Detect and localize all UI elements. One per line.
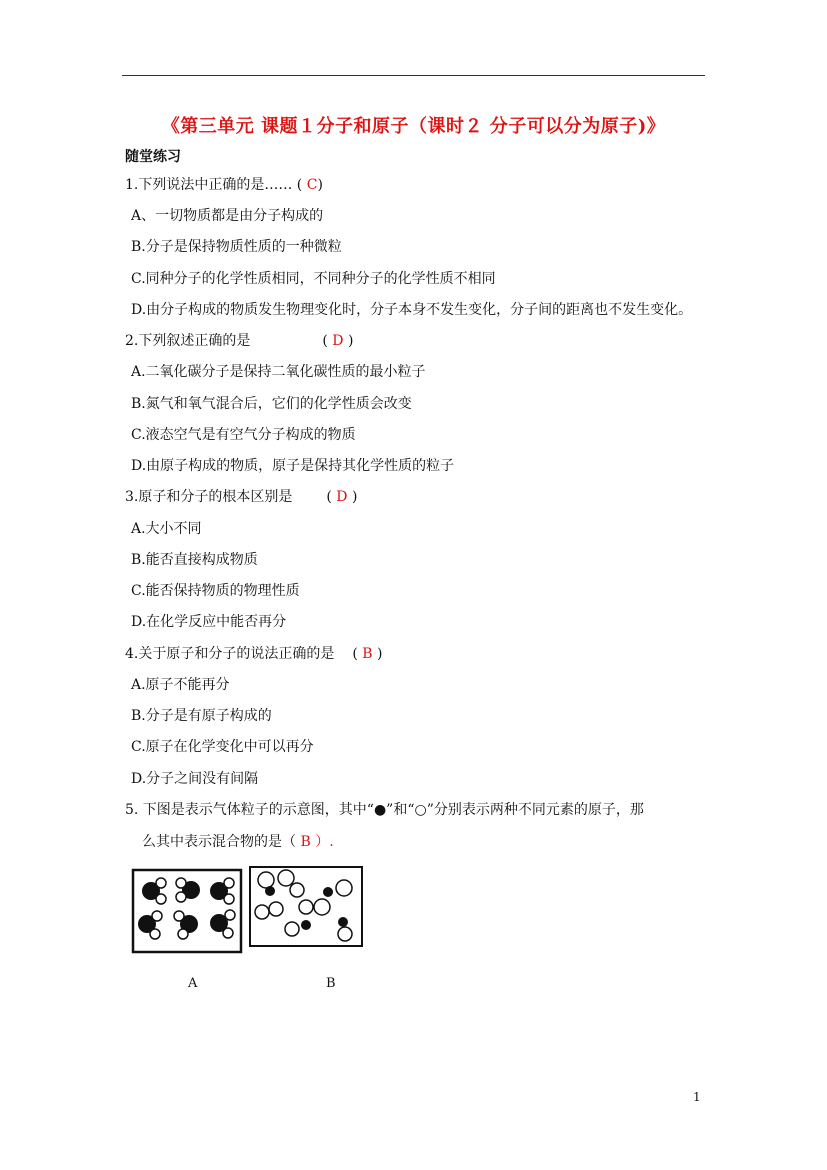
option-3c: C.能否保持物质的物理性质 <box>131 583 300 599</box>
paren-close: ）. <box>310 834 334 850</box>
paren-close: ) <box>343 333 354 349</box>
filled-atom <box>338 917 348 927</box>
hollow-atom <box>178 929 188 939</box>
particle-diagram-b <box>248 865 364 948</box>
hollow-atom <box>336 880 352 896</box>
option-1b: B.分子是保持物质性质的一种微粒 <box>131 239 342 255</box>
answer-mark: B <box>362 646 373 662</box>
hollow-atom <box>224 878 234 888</box>
hollow-atom <box>223 928 233 938</box>
question-4-stem <box>125 645 383 663</box>
hollow-atom <box>290 883 304 897</box>
hollow-atom <box>255 905 269 919</box>
answer-mark: C <box>306 177 318 193</box>
header-rule <box>122 75 705 76</box>
paren-close: ) <box>317 177 323 193</box>
question-stem-text: 么其中表示混合物的是（ <box>142 834 301 850</box>
answer-mark: B <box>300 834 311 850</box>
option-4d: D.分子之间没有间隔 <box>131 771 259 787</box>
page-title: 《第三单元 课题１分子和原子（课时２ 分子可以分为原子)》 <box>161 116 666 137</box>
question-1-stem <box>125 176 323 194</box>
diagram-b-label: B <box>326 976 336 991</box>
option-1c: C.同种分子的化学性质相同，不同种分子的化学性质不相同 <box>131 271 496 287</box>
question-stem-text: 4.关于原子和分子的说法正确的是 <box>125 646 335 662</box>
option-3a: A.大小不同 <box>131 521 202 537</box>
hollow-atom <box>174 911 184 921</box>
option-3d: D.在化学反应中能否再分 <box>131 614 287 630</box>
option-1d: D.由分子构成的物质发生物理变化时，分子本身不发生变化，分子间的距离也不发生变化。 <box>131 302 693 318</box>
option-2c: C.液态空气是有空气分子构成的物质 <box>131 427 356 443</box>
particle-diagram-a <box>131 868 243 954</box>
question-5-stem-line2 <box>142 833 334 851</box>
option-1a: A、一切物质都是由分子构成的 <box>131 208 324 224</box>
question-5-stem-line1: 5. 下图是表示气体粒子的示意图，其中“●”和“○”分别表示两种不同元素的原子，那 <box>125 802 644 818</box>
option-4b: B.分子是有原子构成的 <box>131 708 272 724</box>
filled-atom <box>265 886 275 896</box>
section-heading: 随堂练习 <box>125 149 181 165</box>
hollow-atom <box>152 911 162 921</box>
option-2d: D.由原子构成的物质，原子是保持其化学性质的粒子 <box>131 458 455 474</box>
option-3b: B.能否直接构成物质 <box>131 552 258 568</box>
hollow-atom <box>176 878 186 888</box>
hollow-atom <box>225 910 235 920</box>
question-stem-text: 3.原子和分子的根本区别是 <box>125 489 293 505</box>
paren-close: ) <box>347 489 358 505</box>
diagram-a-label: A <box>188 976 198 991</box>
page-number: 1 <box>693 1090 701 1104</box>
paren-open: ( <box>352 646 363 662</box>
hollow-atom <box>299 900 313 914</box>
answer-mark: D <box>336 489 348 505</box>
question-3-stem <box>125 488 357 506</box>
hollow-atom <box>314 899 330 915</box>
paren-open: ( <box>326 489 337 505</box>
option-2b: B.氮气和氧气混合后，它们的化学性质会改变 <box>131 396 412 412</box>
paren-open: ( <box>322 333 333 349</box>
hollow-atom <box>269 902 283 916</box>
filled-atom <box>301 920 311 930</box>
hollow-atom <box>278 870 294 886</box>
hollow-atom <box>258 872 274 888</box>
hollow-atom <box>150 929 160 939</box>
option-2a: A.二氧化碳分子是保持二氧化碳性质的最小粒子 <box>131 364 426 380</box>
hollow-atom <box>285 922 299 936</box>
question-stem-text: 2.下列叙述正确的是 <box>125 333 251 349</box>
hollow-atom <box>156 878 166 888</box>
hollow-atom <box>156 894 166 904</box>
hollow-atom <box>176 892 186 902</box>
option-4a: A.原子不能再分 <box>131 677 230 693</box>
question-stem-text: 1.下列说法中正确的是…… ( <box>125 177 307 193</box>
answer-mark: D <box>332 333 344 349</box>
question-2-stem <box>125 332 353 350</box>
hollow-atom <box>338 927 352 941</box>
option-4c: C.原子在化学变化中可以再分 <box>131 739 314 755</box>
filled-atom <box>323 887 333 897</box>
paren-close: ) <box>372 646 383 662</box>
hollow-atom <box>224 894 234 904</box>
